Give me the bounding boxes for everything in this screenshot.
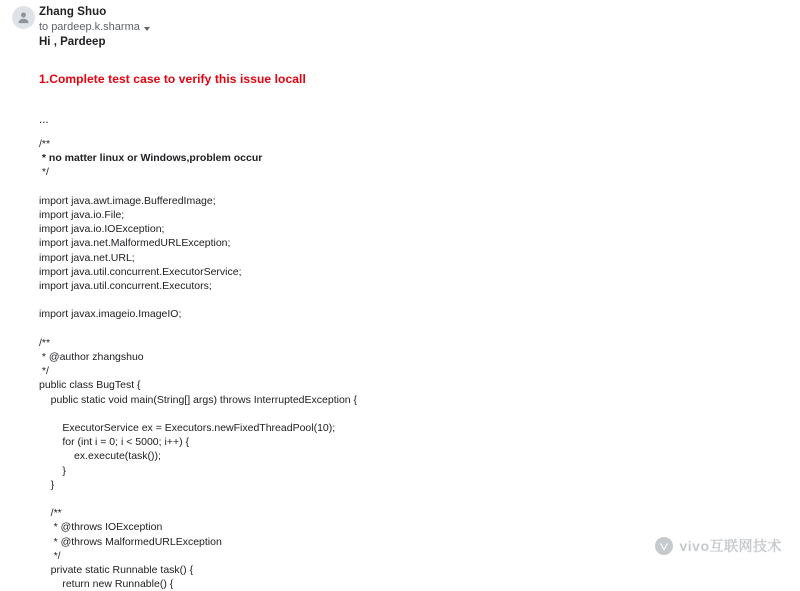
code-line: import java.util.concurrent.ExecutorService; [39, 265, 242, 278]
code-line: import java.net.MalformedURLException; [39, 237, 231, 250]
sender-name[interactable]: Zhang Shuo [39, 6, 107, 18]
code-line: /** [39, 336, 51, 349]
code-line: */ [39, 166, 49, 179]
chevron-down-icon[interactable] [144, 27, 150, 31]
code-line [39, 293, 789, 307]
code-line: import java.util.concurrent.Executors; [39, 280, 212, 293]
code-line: public static void main(String[] args) throws InterruptedException { [39, 393, 358, 406]
code-line: /** [39, 138, 51, 150]
red-heading-text: 1.Complete test case to verify this issue locall [39, 72, 306, 86]
vivo-logo-icon [655, 537, 673, 555]
greeting-text: Hi , Pardeep [39, 36, 106, 48]
recipient-prefix: to [39, 21, 49, 33]
code-line: /** [39, 507, 62, 520]
code-line: for (int i = 0; i < 5000; i++) { [39, 436, 189, 449]
code-line: import javax.imageio.ImageIO; [39, 308, 182, 321]
message-body [39, 34, 789, 591]
code-line: import java.net.URL; [39, 251, 135, 264]
watermark-text: vivo互联网技术 [679, 538, 782, 554]
code-line: import java.awt.image.BufferedImage; [39, 194, 216, 207]
watermark [655, 536, 782, 556]
code-line: * @throws MalformedURLException [39, 535, 222, 548]
code-line [39, 322, 789, 336]
message-header [0, 0, 800, 33]
code-line: public class BugTest { [39, 379, 141, 392]
sender-block [39, 5, 150, 34]
code-line [39, 180, 789, 194]
person-icon [16, 10, 31, 25]
code-line: } [39, 464, 66, 477]
code-line: * @author zhangshuo [39, 351, 144, 363]
recipient-row[interactable] [39, 21, 150, 34]
code-line: ExecutorService ex = Executors.newFixedThreadPool(10); [39, 422, 336, 434]
code-line: import java.io.File; [39, 209, 125, 221]
code-line: import java.io.IOException; [39, 223, 165, 236]
avatar [12, 6, 35, 29]
code-line [39, 492, 789, 506]
code-line: private static Runnable task() { [39, 564, 194, 577]
ellipsis-text: ... [39, 114, 49, 126]
code-block [39, 137, 789, 591]
recipient-address: pardeep.k.sharma [51, 21, 140, 33]
code-line: return new Runnable() { [39, 578, 174, 591]
code-line: */ [39, 365, 49, 378]
code-line: */ [39, 549, 61, 562]
code-line: * no matter linux or Windows,problem occur [39, 152, 263, 165]
code-line: * @throws IOException [39, 521, 163, 534]
code-line: } [39, 478, 55, 491]
code-line: ex.execute(task()); [39, 450, 161, 463]
code-line [39, 407, 789, 421]
